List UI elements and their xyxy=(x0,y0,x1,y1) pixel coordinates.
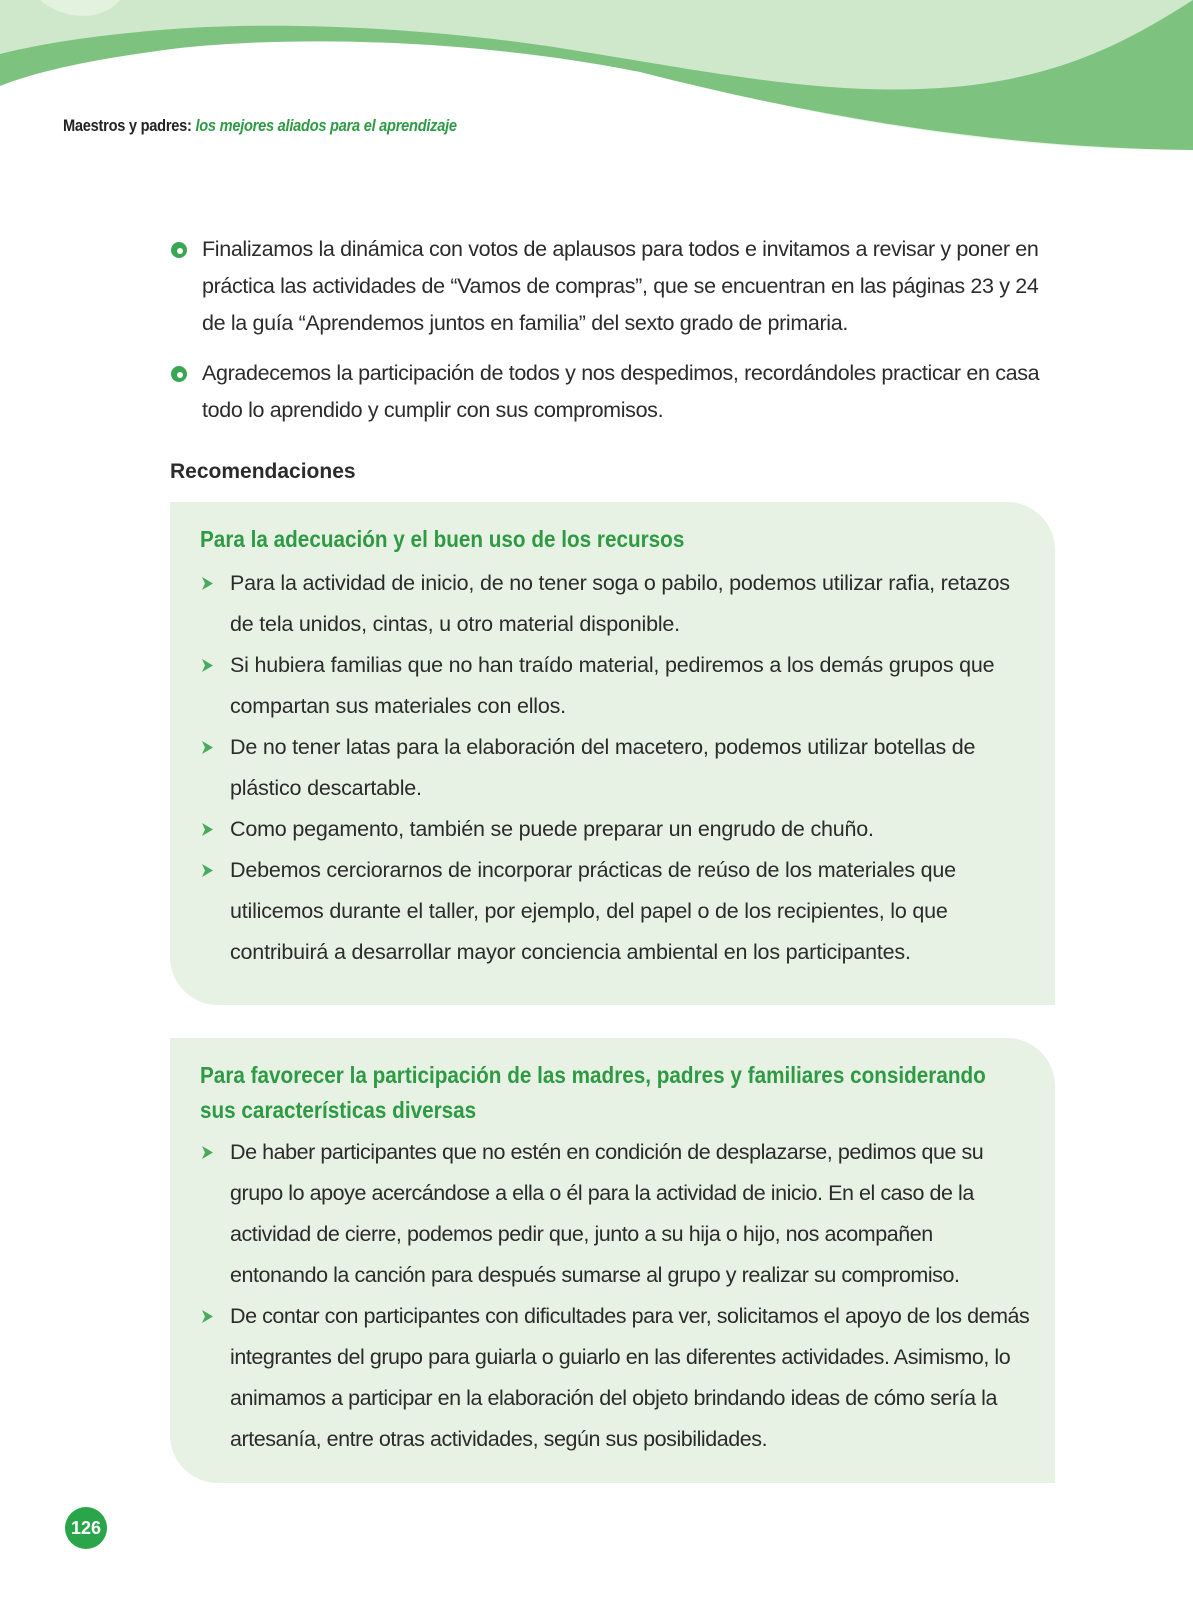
participation-recommendation-box xyxy=(170,1038,1055,1483)
bullet-text: Finalizamos la dinámica con votos de aplausos para todos e invitamos a revisar y poner en práctica las actividades de “Vamos de compras”, que se encuentran en las páginas 23 y 24 de la guía “Aprendemos juntos en familia” del sexto grado de primaria. xyxy=(202,237,1039,335)
list-item xyxy=(200,563,1029,645)
list-item xyxy=(200,645,1029,727)
item-text: De haber participantes que no estén en condición de desplazarse, pedimos que su grupo lo apoye acercándose a ella o él para la actividad de inicio. En el caso de la actividad de cierre, podemos pedir que, junto a su hija o hijo, nos acompañen entonando la canción para después sumarse al grupo y realizar su compromiso. xyxy=(230,1140,984,1287)
list-item xyxy=(200,727,1029,809)
list-item xyxy=(200,809,1029,850)
item-text: De no tener latas para la elaboración del macetero, podemos utilizar botellas de plástico descartable. xyxy=(230,735,976,800)
item-text: De contar con participantes con dificultades para ver, solicitamos el apoyo de los demás integrantes del grupo para guiarla o guiarlo en las diferentes actividades. Asimismo, lo animamos a participar en la elaboración del objeto brindando ideas de cómo sería la artesanía, entre otras actividades, según sus posibilidades. xyxy=(230,1304,1030,1451)
bullet-dot-icon xyxy=(171,366,187,382)
chevron-right-icon xyxy=(200,822,215,837)
running-header-italic: los mejores aliados para el aprendizaje xyxy=(195,116,457,135)
closing-bullets xyxy=(170,231,1060,442)
chevron-right-icon xyxy=(200,740,215,755)
list-item xyxy=(170,355,1060,429)
list-item xyxy=(200,1296,1031,1460)
chevron-right-icon xyxy=(200,576,215,591)
header-wave-decoration xyxy=(0,0,1193,170)
recommendations-heading: Recomendaciones xyxy=(170,460,356,483)
item-text: Para la actividad de inicio, de no tener soga o pabilo, podemos utilizar rafia, retazos de tela unidos, cintas, u otro material disponible. xyxy=(230,571,1010,636)
running-header xyxy=(63,116,457,136)
box-title-line1: Para favorecer la participación de las madres, padres y familiares considerando xyxy=(200,1062,986,1088)
chevron-right-icon xyxy=(200,1309,215,1324)
page-number-badge: 126 xyxy=(65,1507,107,1549)
list-item xyxy=(170,231,1060,342)
box-title xyxy=(200,1058,986,1128)
bullet-dot-icon xyxy=(171,242,187,258)
list-item xyxy=(200,850,1029,973)
chevron-right-icon xyxy=(200,658,215,673)
item-text: Si hubiera familias que no han traído material, pediremos a los demás grupos que compartan sus materiales con ellos. xyxy=(230,653,995,718)
chevron-right-icon xyxy=(200,863,215,878)
running-header-bold: Maestros y padres: xyxy=(63,116,192,135)
resources-recommendation-box xyxy=(170,502,1055,1005)
box-title: Para la adecuación y el buen uso de los recursos xyxy=(200,526,685,552)
item-text: Debemos cerciorarnos de incorporar prácticas de reúso de los materiales que utilicemos durante el taller, por ejemplo, del papel o de los recipientes, lo que contribuirá a desarrollar mayor conciencia ambiental en los participantes. xyxy=(230,858,956,964)
list-item xyxy=(200,1132,1031,1296)
bullet-text: Agradecemos la participación de todos y nos despedimos, recordándoles practicar en casa todo lo aprendido y cumplir con sus compromisos. xyxy=(202,361,1040,422)
chevron-right-icon xyxy=(200,1145,215,1160)
box-title-line2: sus características diversas xyxy=(200,1097,477,1123)
item-text: Como pegamento, también se puede preparar un engrudo de chuño. xyxy=(230,817,874,841)
